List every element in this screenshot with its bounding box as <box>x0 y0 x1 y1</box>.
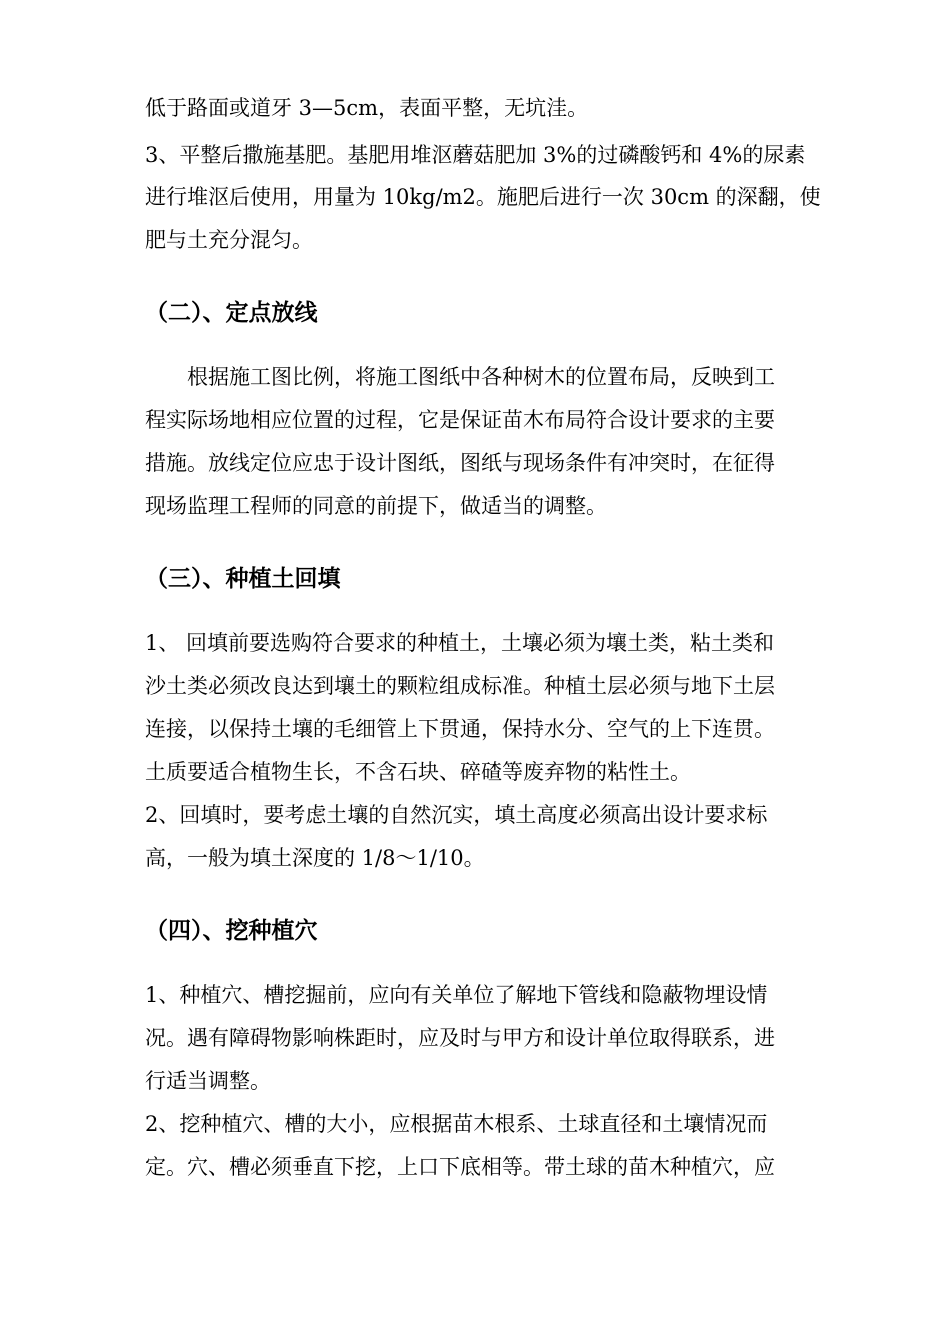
text-line: 3、平整后撒施基肥。基肥用堆沤蘑菇肥加 3%的过磷酸钙和 4%的尿素 <box>145 143 806 167</box>
text-line: 土质要适合植物生长，不含石块、碎碴等废弃物的粘性土。 <box>145 760 691 784</box>
text-line: 措施。放线定位应忠于设计图纸，图纸与现场条件有冲突时，在征得 <box>145 451 775 475</box>
text-line: 肥与土充分混匀。 <box>145 228 313 252</box>
text-line: 定。穴、槽必须垂直下挖，上口下底相等。带土球的苗木种植穴，应 <box>145 1155 775 1179</box>
text-line: 行适当调整。 <box>145 1069 271 1093</box>
text-line: 高，一般为填土深度的 1/8～1/10。 <box>145 846 485 870</box>
text-line: 1、种植穴、槽挖掘前，应向有关单位了解地下管线和隐蔽物埋设情 <box>145 983 768 1007</box>
section-heading: （二）、定点放线 <box>145 300 318 326</box>
text-line: 2、挖种植穴、槽的大小，应根据苗木根系、土球直径和土壤情况而 <box>145 1112 768 1136</box>
text-line: 低于路面或道牙 3—5cm，表面平整，无坑洼。 <box>145 96 589 120</box>
text-line: 况。遇有障碍物影响株距时，应及时与甲方和设计单位取得联系，进 <box>145 1026 775 1050</box>
text-line: 沙土类必须改良达到壤土的颗粒组成标准。种植土层必须与地下土层 <box>145 674 775 698</box>
text-line: 程实际场地相应位置的过程，它是保证苗木布局符合设计要求的主要 <box>145 408 775 432</box>
section-heading: （四）、挖种植穴 <box>145 918 318 944</box>
text-line: 连接，以保持土壤的毛细管上下贯通，保持水分、空气的上下连贯。 <box>145 717 775 741</box>
text-line: 根据施工图比例，将施工图纸中各种树木的位置布局，反映到工 <box>145 365 775 389</box>
section-heading: （三）、种植土回填 <box>145 566 341 592</box>
text-line: 进行堆沤后使用，用量为 10kg/m2。施肥后进行一次 30cm 的深翻，使 <box>145 185 821 209</box>
text-line: 现场监理工程师的同意的前提下，做适当的调整。 <box>145 494 607 518</box>
text-line: 1、 回填前要选购符合要求的种植土，土壤必须为壤土类，粘土类和 <box>145 631 775 655</box>
text-line: 2、回填时，要考虑土壤的自然沉实，填土高度必须高出设计要求标 <box>145 803 768 827</box>
